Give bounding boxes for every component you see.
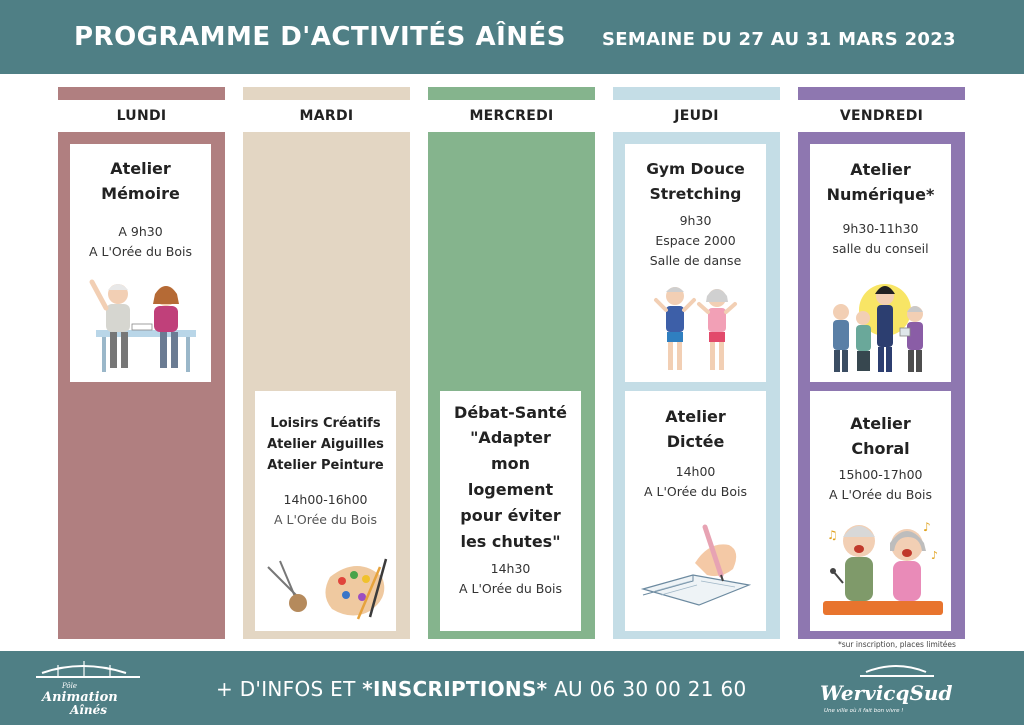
seniors-exercising-illustration [645,278,745,378]
header-banner [0,0,1024,74]
day-column-vendredi [798,87,965,639]
seniors-singing-illustration [813,513,949,623]
activity-time: 14h00-16h00 [283,492,368,507]
activity-title-line: Numérique* [826,185,935,204]
day-body [613,132,780,639]
day-name: MARDI [243,100,410,132]
page-title: PROGRAMME D'ACTIVITÉS AÎNÉS [74,22,566,52]
activity-card [810,144,951,382]
svg-text:♪: ♪ [931,549,939,562]
activity-title-line: Loisirs Créatifs [270,416,381,431]
activity-title-line: Atelier Aiguilles [267,437,384,452]
activity-place: A L'Orée du Bois [273,512,378,527]
day-topbar [58,87,225,100]
activity-place: salle du conseil [832,241,929,256]
activity-subtitle-line: mon [490,454,531,473]
activity-title: Atelier Mémoire [101,159,180,203]
day-column-jeudi [613,87,780,639]
activity-title-line: Atelier Peinture [267,458,384,473]
day-name: LUNDI [58,100,225,132]
logo-right-tagline: Une ville où il fait bon vivre ! [824,708,904,714]
activity-card [70,144,211,382]
activity-title: Débat-Santé [454,403,567,422]
day-topbar [243,87,410,100]
logo-right-name: WervicqSud [820,681,953,705]
activity-time: 14h30 [490,561,531,576]
logo-left-line: Aînés [70,703,107,717]
day-body [798,132,965,639]
activity-title-line: Atelier [850,414,911,433]
day-name: VENDREDI [798,100,965,132]
svg-text:♪: ♪ [923,520,931,534]
activity-card [810,391,951,631]
activity-subtitle-line: les chutes" [460,532,561,551]
footer-info-prefix: + D'INFOS ET [216,677,363,701]
activity-place: Espace 2000 [655,233,736,248]
activity-place: A L'Orée du Bois [88,244,193,259]
activity-card [440,391,581,631]
activity-title-line: Choral [851,439,910,458]
activity-time: 15h00-17h00 [838,467,923,482]
activity-place: A L'Orée du Bois [458,581,563,596]
day-topbar [613,87,780,100]
activity-subtitle-line: pour éviter [460,506,561,525]
footer-info-bold: *INSCRIPTIONS* [362,677,548,701]
day-column-mercredi [428,87,595,639]
activity-title-line: Atelier [850,160,911,179]
activity-card [625,391,766,631]
activity-title-line: Dictée [666,432,725,451]
footer-info-suffix: AU 06 30 00 21 60 [547,677,747,701]
day-topbar [798,87,965,100]
activity-title-line: Stretching [649,185,742,203]
seniors-with-devices-illustration [815,272,945,377]
pole-animation-aines-logo [28,655,148,719]
activity-card [255,391,396,631]
activity-title-line: Atelier [665,407,726,426]
activity-subtitle-line: logement [467,480,554,499]
logo-left-line: Pôle [62,682,78,690]
activity-title-line: Gym Douce [646,160,745,178]
day-body [58,132,225,639]
day-name: MERCREDI [428,100,595,132]
day-column-lundi [58,87,225,639]
activity-place: A L'Orée du Bois [643,484,748,499]
hand-writing-notebook-illustration [635,519,755,619]
svg-text:♫: ♫ [827,528,838,542]
day-body [428,132,595,639]
activity-place: A L'Orée du Bois [828,487,933,502]
footnote: *sur inscription, places limitées [838,640,956,649]
footer-info [216,677,747,701]
wervicq-sud-logo [816,658,956,718]
seniors-memory-workshop-illustration [76,272,206,377]
day-body [243,132,410,639]
activity-time: A 9h30 [118,224,163,239]
activity-subtitle-line: "Adapter [470,428,551,447]
day-topbar [428,87,595,100]
activity-card [625,144,766,382]
activity-time: 9h30-11h30 [842,221,919,236]
activity-time: 14h00 [675,464,716,479]
activity-time: 9h30 [679,213,712,228]
logo-left-line: Animation [42,690,118,705]
day-name: JEUDI [613,100,780,132]
knitting-and-paint-palette-illustration [258,547,393,627]
week-range: SEMAINE DU 27 AU 31 MARS 2023 [602,29,956,50]
activity-room: Salle de danse [649,253,742,268]
day-column-mardi [243,87,410,639]
